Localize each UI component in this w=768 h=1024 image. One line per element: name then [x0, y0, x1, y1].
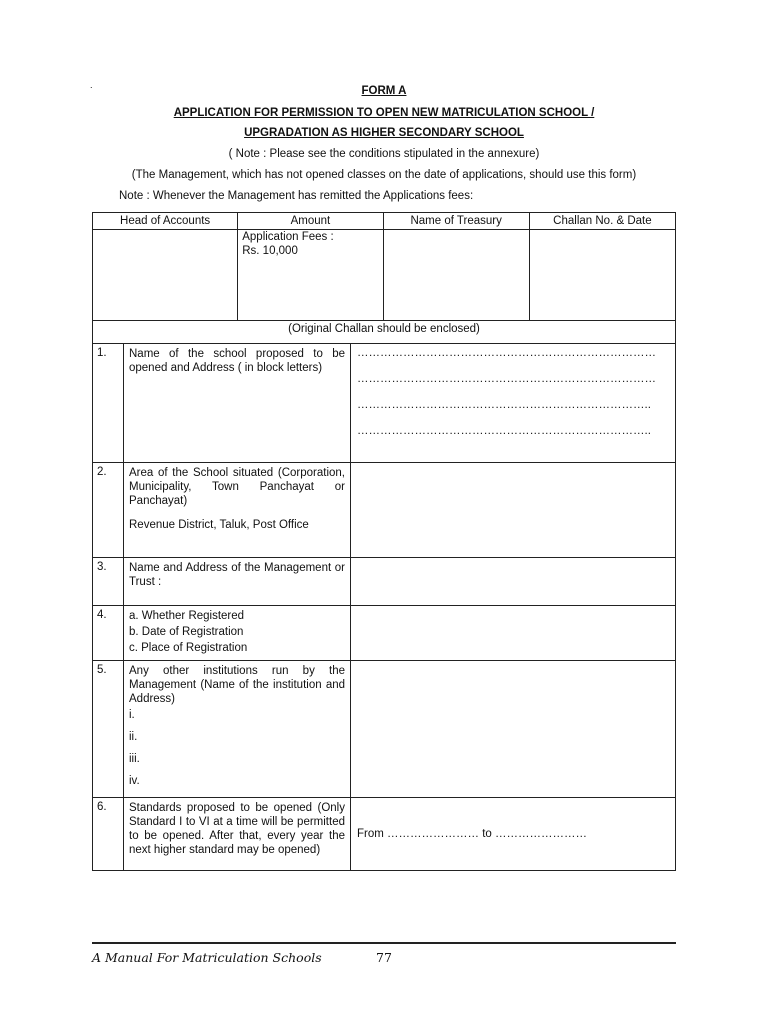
registration-list [129, 609, 345, 657]
footer-manual-title: A Manual For Matriculation Schools [92, 950, 322, 965]
note-fees: Note : Whenever the Management has remitted the Applications fees: [119, 190, 474, 202]
dots-line: …………………………………………………………………… [357, 373, 656, 385]
institutions-description: Any other institutions run by the Management (Name of the institution and Address) [129, 665, 345, 705]
note-management: (The Management, which has not opened classes on the date of applications, should use this form) [131, 169, 637, 181]
roman-item: iv. [129, 775, 140, 787]
other-institutions-answer[interactable] [351, 661, 676, 798]
school-area-answer[interactable] [351, 463, 676, 558]
challan-cell[interactable] [529, 230, 675, 321]
treasury-cell[interactable] [383, 230, 529, 321]
fees-note-row [93, 321, 676, 344]
roman-item: ii. [129, 731, 138, 743]
area-description: Area of the School situated (Corporation, Municipality, Town Panchayat or Panchayat) [129, 467, 345, 507]
dots-line: ………………………………………………………………….. [357, 425, 651, 437]
amount-line-2: Rs. 10,000 [242, 245, 298, 257]
registration-answer[interactable] [351, 606, 676, 661]
note-annexure: ( Note : Please see the conditions stipulated in the annexure) [228, 148, 540, 160]
roman-item: iii. [129, 753, 140, 765]
row-standards [93, 798, 676, 871]
row-description: Name and Address of the Management or Trust : [124, 558, 351, 606]
amount-cell [238, 230, 383, 321]
head-of-accounts-cell[interactable] [93, 230, 238, 321]
row-description: Standards proposed to be opened (Only Standard I to VI at a time will be permitted to be opened. After that, every year the next higher standard may be opened) [124, 798, 351, 871]
page-number: 77 [376, 950, 392, 965]
details-table [92, 343, 676, 871]
row-number: 1. [93, 344, 124, 463]
registration-item: a. Whether Registered [129, 610, 245, 622]
fees-table [92, 212, 676, 344]
row-description: Name of the school proposed to be opened and Address ( in block letters) [124, 344, 351, 463]
title-line-1: APPLICATION FOR PERMISSION TO OPEN NEW MATRICULATION SCHOOL / [173, 107, 595, 119]
row-description [124, 606, 351, 661]
row-description [124, 463, 351, 558]
form-label: FORM A [361, 85, 407, 97]
from-to-field: From …………………… to …………………… [357, 828, 588, 840]
amount-line-1: Application Fees : [242, 231, 334, 243]
row-management [93, 558, 676, 606]
row-other-institutions [93, 661, 676, 798]
stray-mark: . [90, 80, 93, 90]
header-amount: Amount [238, 213, 383, 230]
dots-line: ………………………………………………………………….. [357, 399, 651, 411]
row-number: 6. [93, 798, 124, 871]
row-registration [93, 606, 676, 661]
row-number: 4. [93, 606, 124, 661]
dots-line: …………………………………………………………………… [357, 347, 656, 359]
header-challan: Challan No. & Date [529, 213, 675, 230]
row-description [124, 661, 351, 798]
challan-note: (Original Challan should be enclosed) [93, 321, 676, 344]
standards-answer[interactable] [351, 798, 676, 871]
school-name-answer[interactable] [351, 344, 676, 463]
registration-item: b. Date of Registration [129, 626, 244, 638]
header-name-of-treasury: Name of Treasury [383, 213, 529, 230]
fees-value-row [93, 230, 676, 321]
management-answer[interactable] [351, 558, 676, 606]
row-number: 5. [93, 661, 124, 798]
revenue-district-label: Revenue District, Taluk, Post Office [129, 519, 309, 531]
header-head-of-accounts: Head of Accounts [93, 213, 238, 230]
fees-header-row [93, 213, 676, 230]
roman-item: i. [129, 709, 135, 721]
registration-item: c. Place of Registration [129, 642, 248, 654]
row-number: 3. [93, 558, 124, 606]
row-school-area [93, 463, 676, 558]
footer-divider [92, 942, 676, 944]
row-number: 2. [93, 463, 124, 558]
row-school-name [93, 344, 676, 463]
title-line-2: UPGRADATION AS HIGHER SECONDARY SCHOOL [244, 127, 524, 139]
